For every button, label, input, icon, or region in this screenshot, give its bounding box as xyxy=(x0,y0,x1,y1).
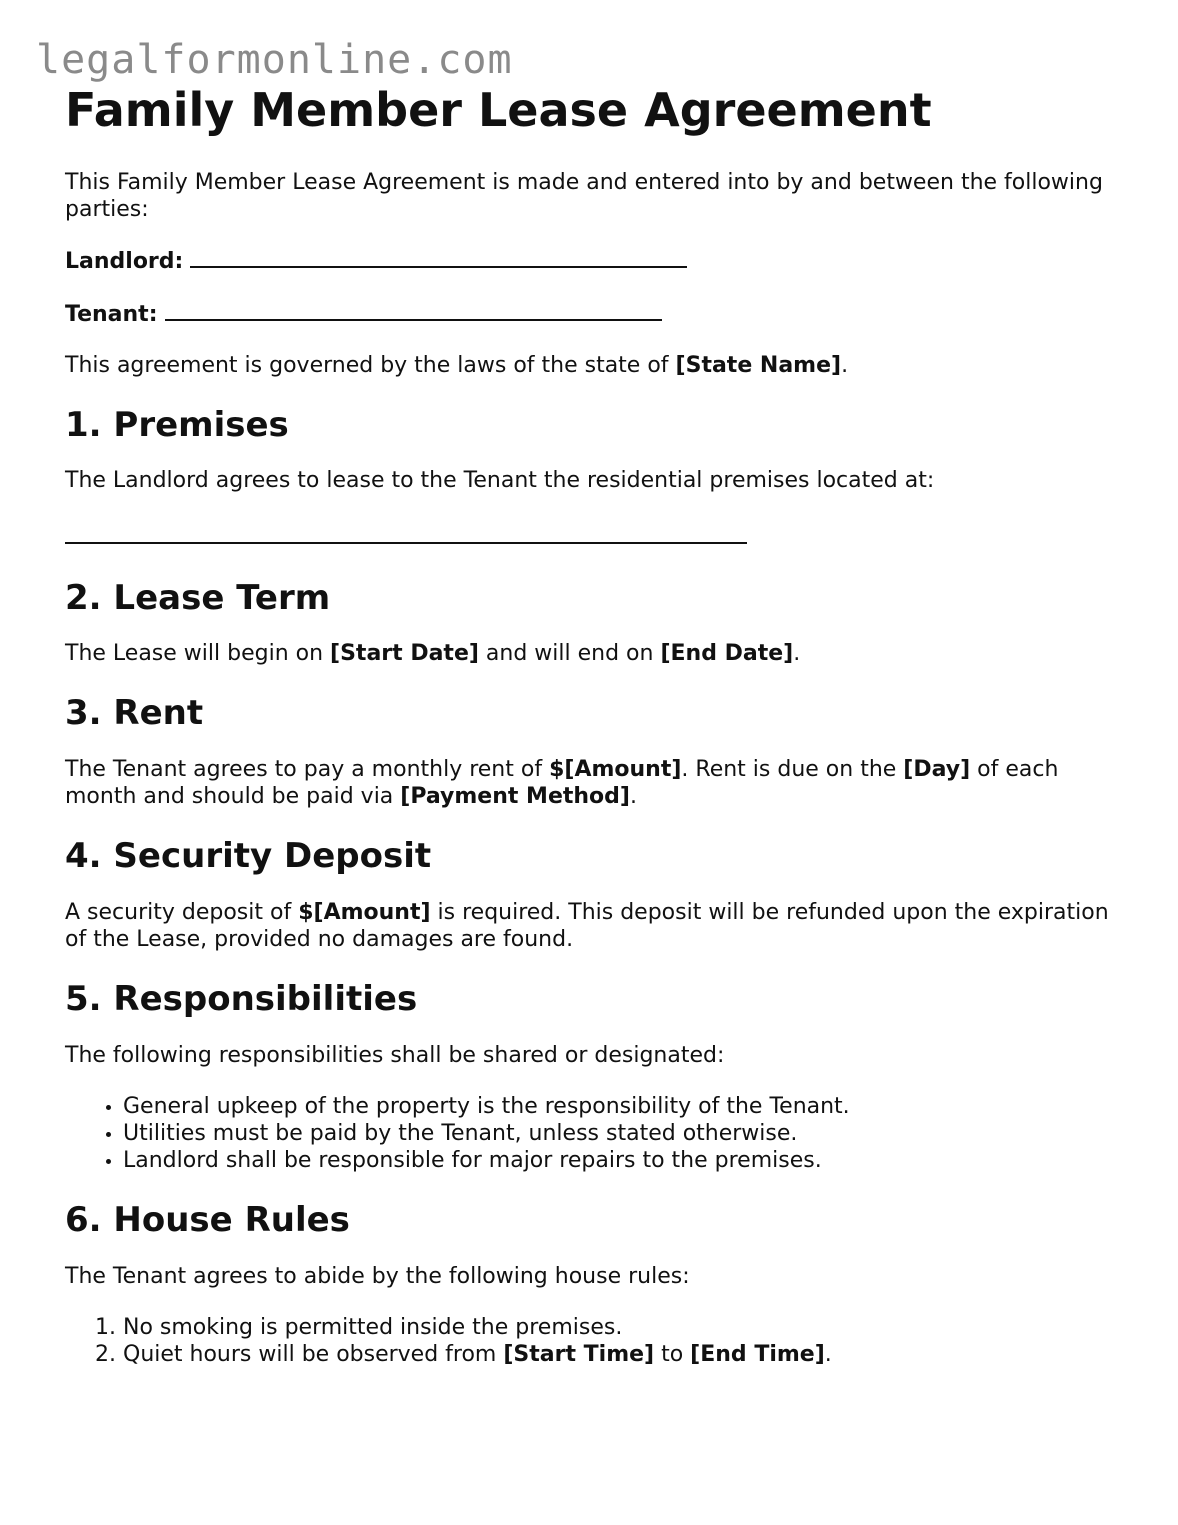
house-rules-text: The Tenant agrees to abide by the following house rules: xyxy=(65,1264,690,1289)
section-heading-house-rules: 6. House Rules xyxy=(65,1200,350,1240)
list-item: 1. No smoking is permitted inside the premises. xyxy=(123,1314,1125,1341)
rent-t2: . Rent is due on the xyxy=(681,757,904,782)
premises-text: The Landlord agrees to lease to the Tenant the residential premises located at: xyxy=(65,468,935,493)
payment-method-placeholder: [Payment Method] xyxy=(400,784,630,809)
rent-t1: The Tenant agrees to pay a monthly rent of xyxy=(65,757,550,782)
rule2-t1: Quiet hours will be observed from xyxy=(123,1342,504,1367)
address-blank xyxy=(65,522,747,544)
landlord-blank xyxy=(190,246,687,268)
section-heading-lease-term: 2. Lease Term xyxy=(65,578,331,618)
responsibilities-text: The following responsibilities shall be shared or designated: xyxy=(65,1043,725,1068)
document xyxy=(65,80,1125,1368)
rent-day-placeholder: [Day] xyxy=(903,757,971,782)
rent-t3: of each month and should be paid via xyxy=(65,757,1059,809)
tenant-blank xyxy=(165,299,662,321)
deposit-t1: A security deposit of xyxy=(65,900,299,925)
rule2-t3: . xyxy=(824,1342,832,1367)
list-item: • General upkeep of the property is the responsibility of the Tenant. xyxy=(123,1093,1125,1120)
end-date-placeholder: [End Date] xyxy=(660,641,794,666)
watermark: legalformonline.com xyxy=(36,37,513,83)
lease-term-t1: The Lease will begin on xyxy=(65,641,331,666)
start-time-placeholder: [Start Time] xyxy=(503,1342,655,1367)
section-heading-security-deposit: 4. Security Deposit xyxy=(65,836,432,876)
intro-paragraph: This Family Member Lease Agreement is made and entered into by and between the following parties: xyxy=(65,170,1103,222)
deposit-amount-placeholder: $[Amount] xyxy=(298,900,431,925)
governing-end: . xyxy=(841,353,849,378)
list-item xyxy=(123,1341,1125,1368)
start-date-placeholder: [Start Date] xyxy=(330,641,479,666)
rent-text xyxy=(65,756,1125,810)
rule2-t2: to xyxy=(654,1342,691,1367)
list-item: • Landlord shall be responsible for major repairs to the premises. xyxy=(123,1147,1125,1174)
section-heading-responsibilities: 5. Responsibilities xyxy=(65,979,418,1019)
governing-text: This agreement is governed by the laws of the state of xyxy=(65,353,676,378)
end-time-placeholder: [End Time] xyxy=(690,1342,825,1367)
state-placeholder: [State Name] xyxy=(675,353,842,378)
lease-term-t3: . xyxy=(793,641,801,666)
governing-law xyxy=(65,352,1125,379)
section-heading-rent: 3. Rent xyxy=(65,693,204,733)
house-rules-list xyxy=(65,1314,1125,1368)
tenant-line xyxy=(65,299,1125,328)
deposit-text xyxy=(65,899,1125,953)
section-heading-premises: 1. Premises xyxy=(65,405,289,445)
responsibilities-list xyxy=(65,1093,1125,1174)
landlord-line xyxy=(65,246,1125,275)
rent-amount-placeholder: $[Amount] xyxy=(549,757,682,782)
list-item: • Utilities must be paid by the Tenant, unless stated otherwise. xyxy=(123,1120,1125,1147)
premises-address-line xyxy=(65,522,1125,548)
landlord-label: Landlord: xyxy=(65,249,184,274)
rent-t4: . xyxy=(629,784,637,809)
deposit-t2: is required. This deposit will be refunded upon the expiration of the Lease, provided no damages are found. xyxy=(65,900,1109,952)
page-title: Family Member Lease Agreement xyxy=(65,83,932,137)
lease-term-t2: and will end on xyxy=(478,641,661,666)
lease-term-text xyxy=(65,640,1125,667)
tenant-label: Tenant: xyxy=(65,302,158,327)
